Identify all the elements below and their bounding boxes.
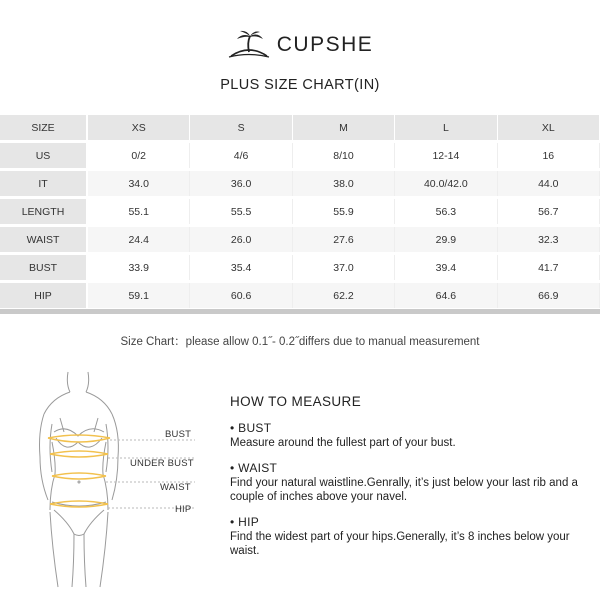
table-row-label: WAIST	[0, 227, 88, 252]
table-header-size: XL	[498, 115, 600, 140]
table-cell: 44.0	[498, 171, 600, 196]
table-cell: 0/2	[88, 143, 190, 168]
section-divider	[0, 309, 600, 314]
measure-item-hip	[230, 515, 590, 559]
brand-name: CUPSHE	[276, 33, 374, 56]
measure-item-desc: Find your natural waistline.Genrally, it’s just below your last rib and a couple of inches above your navel.	[230, 476, 578, 503]
table-cell: 38.0	[293, 171, 395, 196]
table-row	[0, 143, 600, 168]
table-cell: 56.7	[498, 199, 600, 224]
table-cell: 8/10	[293, 143, 395, 168]
chart-title: PLUS SIZE CHART(IN)	[220, 77, 380, 93]
table-cell: 27.6	[293, 227, 395, 252]
measure-item-name: • HIP	[230, 514, 260, 529]
table-header-label: SIZE	[0, 115, 88, 140]
table-cell: 26.0	[190, 227, 292, 252]
table-cell: 4/6	[190, 143, 292, 168]
body-figure	[30, 362, 200, 592]
palm-tree-island-icon	[227, 30, 271, 60]
measurement-note: Size Chart：please allow 0.1˝- 0.2˝differs due to manual measurement	[120, 336, 480, 348]
figure-label-waist: WAIST	[160, 482, 191, 493]
table-row-label: US	[0, 143, 88, 168]
table-header-size: M	[293, 115, 395, 140]
table-cell: 24.4	[88, 227, 190, 252]
measure-item-bust	[230, 421, 590, 451]
table-cell: 64.6	[395, 283, 497, 308]
table-row	[0, 171, 600, 196]
measure-item-desc: Find the widest part of your hips.Generally, it’s 8 inches below your waist.	[230, 530, 570, 557]
table-cell: 29.9	[395, 227, 497, 252]
table-cell: 16	[498, 143, 600, 168]
table-cell: 55.5	[190, 199, 292, 224]
table-cell: 33.9	[88, 255, 190, 280]
table-cell: 66.9	[498, 283, 600, 308]
table-cell: 41.7	[498, 255, 600, 280]
table-cell: 59.1	[88, 283, 190, 308]
table-header-size: S	[190, 115, 292, 140]
table-header-size: XS	[88, 115, 190, 140]
table-row	[0, 227, 600, 252]
measure-item-name: • WAIST	[230, 460, 278, 475]
table-row	[0, 255, 600, 280]
table-cell: 37.0	[293, 255, 395, 280]
measure-item-desc: Measure around the fullest part of your bust.	[230, 437, 456, 449]
table-row-label: HIP	[0, 283, 88, 308]
table-row-label: LENGTH	[0, 199, 88, 224]
table-header-row	[0, 115, 600, 140]
table-cell: 32.3	[498, 227, 600, 252]
table-cell: 12-14	[395, 143, 497, 168]
table-cell: 55.1	[88, 199, 190, 224]
how-to-title: HOW TO MEASURE	[230, 394, 362, 409]
table-cell: 56.3	[395, 199, 497, 224]
table-cell: 36.0	[190, 171, 292, 196]
how-to-measure	[230, 394, 590, 569]
table-row	[0, 199, 600, 224]
table-row-label: BUST	[0, 255, 88, 280]
size-table	[0, 112, 600, 311]
measure-item-name: • BUST	[230, 421, 272, 435]
figure-label-hip: HIP	[175, 504, 192, 515]
figure-label-under-bust: UNDER BUST	[130, 458, 194, 469]
table-cell: 55.9	[293, 199, 395, 224]
table-cell: 34.0	[88, 171, 190, 196]
measure-item-waist	[230, 461, 590, 505]
figure-label-bust: BUST	[165, 429, 192, 440]
table-row	[0, 283, 600, 308]
table-cell: 35.4	[190, 255, 292, 280]
brand-logo	[0, 30, 600, 60]
table-cell: 39.4	[395, 255, 497, 280]
table-row-label: IT	[0, 171, 88, 196]
body-outline-illustration	[30, 362, 200, 592]
table-cell: 40.0/42.0	[395, 171, 497, 196]
table-cell: 60.6	[190, 283, 292, 308]
table-header-size: L	[395, 115, 497, 140]
table-cell: 62.2	[293, 283, 395, 308]
